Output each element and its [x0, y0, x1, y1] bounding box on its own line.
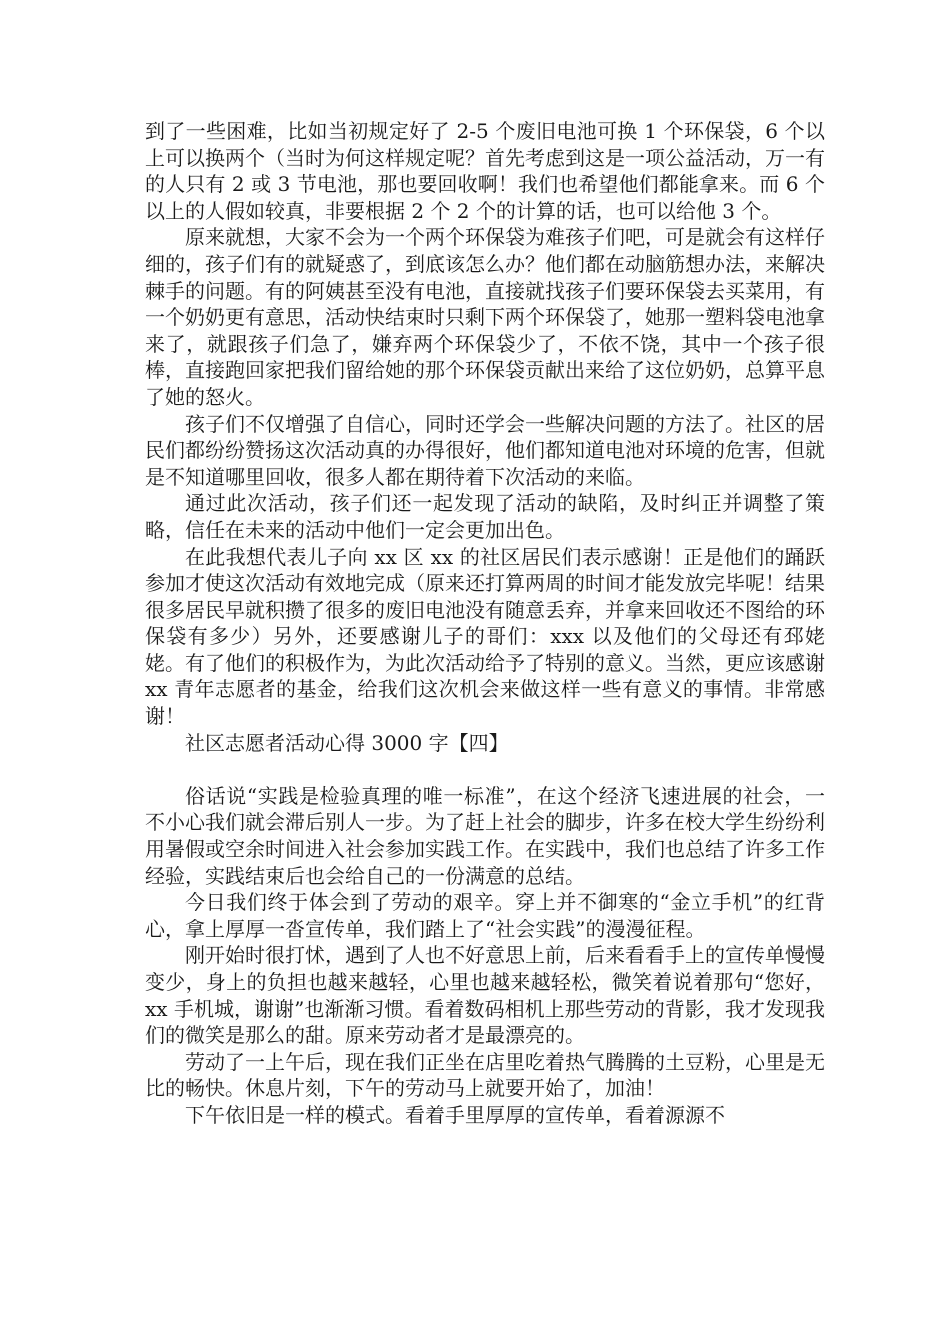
paragraph: 下午依旧是一样的模式。看着手里厚厚的宣传单，看着源源不 — [185, 1102, 725, 1127]
paragraph: 到了一些困难，比如当初规定好了 2-5 个废旧电池可换 1 个环保袋，6 个以上可以换两个（当时为何这样规定呢？首先考虑到这是一项公益活动，万一有的人只有 2 或 3 节电池，那也要回收啊！我们也希望他们都能拿来。而 6 个以上的人假如较真，非要根据 2 个 2 个的计算的话，也可以给他 3 个。 — [145, 119, 825, 223]
paragraph: 在此我想代表儿子向 xx 区 xx 的社区居民们表示感谢！正是他们的踊跃参加才使这次活动有效地完成（原来还打算两周的时间才能发放完毕呢！结果很多居民早就积攒了很多的废旧电池没有随意丢弃，并拿来回收还不图给的环保袋有多少）另外，还要感谢儿子的哥们：xxx 以及他们的父母还有邳姥姥。有了他们的积极作为，为此次活动给予了特别的意义。当然，更应该感谢 xx 青年志愿者的基金，给我们这次机会来做这样一些有意义的事情。非常感谢！ — [145, 544, 825, 729]
paragraph: 今日我们终于体会到了劳动的艰辛。穿上并不御寒的“金立手机”的红背心，拿上厚厚一沓宣传单，我们踏上了“社会实践”的漫漫征程。 — [145, 890, 825, 941]
paragraph: 刚开始时很打怵，遇到了人也不好意思上前，后来看看手上的宣传单慢慢变少，身上的负担也越来越轻，心里也越来越轻松，微笑着说着那句“您好，xx 手机城，谢谢”也渐渐习惯。看着数码相机上那些劳动的背影，我才发现我们的微笑是那么的甜。原来劳动者才是最漂亮的。 — [145, 943, 825, 1048]
paragraph: 原来就想，大家不会为一个两个环保袋为难孩子们吧，可是就会有这样仔细的，孩子们有的就疑惑了，到底该怎么办？他们都在动脑筋想办法，来解决棘手的问题。有的阿姨甚至没有电池，直接就找孩子们要环保袋去买菜用，有一个奶奶更有意思，活动快结束时只剩下两个环保袋了，她那一塑料袋电池拿来了，就跟孩子们急了，嫌弃两个环保袋少了，不依不饶，其中一个孩子很棒，直接跑回家把我们留给她的那个环保袋贡献出来给了这位奶奶，总算平息了她的怒火。 — [145, 225, 825, 409]
document-page — [145, 118, 825, 1129]
paragraph: 劳动了一上午后，现在我们正坐在店里吃着热气腾腾的土豆粉，心里是无比的畅快。休息片刻，下午的劳动马上就要开始了，加油！ — [145, 1049, 825, 1101]
paragraph: 俗话说“实践是检验真理的唯一标准”，在这个经济飞速进展的社会，一不小心我们就会滞后别人一步。为了赶上社会的脚步，许多在校大学生纷纷利用暑假或空余时间进入社会参加实践工作。在实践中，我们也总结了许多工作经验，实践结束后也会给自己的一份满意的总结。 — [145, 783, 825, 888]
paragraph: 通过此次活动，孩子们还一起发现了活动的缺陷，及时纠正并调整了策略，信任在未来的活动中他们一定会更加出色。 — [145, 491, 825, 542]
section-heading: 社区志愿者活动心得 3000 字【四】 — [185, 730, 509, 755]
blank-line — [145, 756, 825, 783]
paragraph: 孩子们不仅增强了自信心，同时还学会一些解决问题的方法了。社区的居民们都纷纷赞扬这次活动真的办得很好，他们都知道电池对环境的危害，但就是不知道哪里回收，很多人都在期待着下次活动的来临。 — [145, 411, 825, 489]
